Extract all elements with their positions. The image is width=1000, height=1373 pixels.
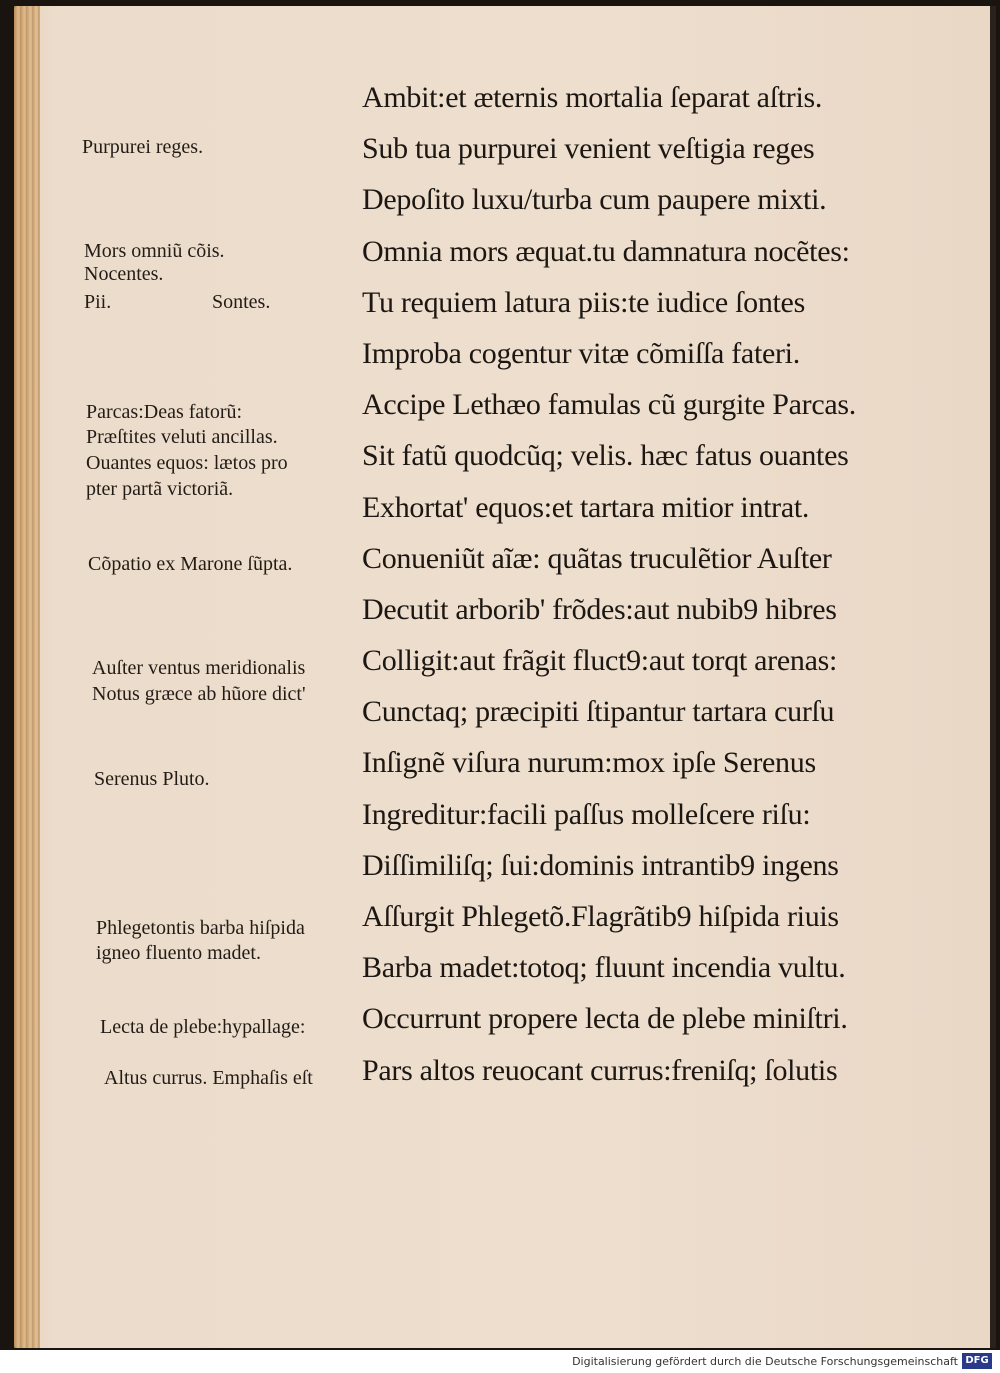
margin-gloss: pter partã victoriã.: [86, 478, 234, 500]
margin-gloss: Serenus Pluto.: [94, 768, 210, 790]
verse-line: Conueniũt aĩæ: quãtas truculẽtior Auſter: [362, 541, 832, 575]
margin-gloss: Notus græce ab hũore dict': [92, 683, 306, 705]
funding-credit: Digitalisierung gefördert durch die Deutsche Forschungsgemeinschaft: [572, 1355, 958, 1368]
dfg-logo: DFG: [962, 1353, 992, 1369]
verse-line: Cunctaq; præcipiti ſtipantur tartara curſu: [362, 695, 835, 729]
margin-gloss: Auſter ventus meridionalis: [92, 657, 306, 679]
verse-line: Omnia mors æquat.tu damnatura nocẽtes:: [362, 234, 850, 268]
page-right-edge: [990, 6, 996, 1348]
verse-line: Tu requiem latura piis:te iudice ſontes: [362, 285, 805, 319]
verse-line: Diſſimiliſq; ſui:dominis intrantib9 ingens: [362, 848, 839, 882]
margin-gloss: Cõpatio ex Marone ſũpta.: [88, 553, 293, 575]
footer: [0, 1350, 1000, 1373]
margin-gloss: Ouantes equos: lætos pro: [86, 452, 288, 474]
margin-gloss: Altus currus. Emphaſis eſt: [104, 1067, 313, 1089]
verse-line: Exhortat' equos:et tartara mitior intrat.: [362, 490, 810, 524]
verse-line: Occurrunt propere lecta de plebe miniſtri.: [362, 1002, 848, 1036]
verse-line: Aſſurgit Phlegetõ.Flagrãtib9 hiſpida riuis: [362, 900, 839, 933]
margin-gloss: Sontes.: [212, 291, 271, 313]
margin-gloss: Parcas:Deas fatorũ:: [86, 401, 243, 423]
verse-line: Inſignẽ viſura nurum:mox ipſe Serenus: [362, 746, 816, 780]
margin-gloss: igneo fluento madet.: [96, 942, 261, 964]
verse-line: Ingreditur:facili paſſus molleſcere riſu:: [362, 797, 811, 831]
margin-gloss: Nocentes.: [84, 263, 164, 285]
verse-line: Improba cogentur vitæ cõmiſſa fateri.: [362, 336, 800, 370]
margin-gloss: Mors omniũ cõis.: [84, 240, 225, 262]
verse-block: [362, 72, 922, 1096]
verse-line: Accipe Lethæo famulas cũ gurgite Parcas.: [362, 388, 856, 422]
margin-gloss: Pii.: [84, 291, 112, 313]
margin-gloss: Phlegetontis barba hiſpida: [96, 917, 305, 939]
margin-gloss: Lecta de plebe:hypallage:: [100, 1016, 306, 1038]
verse-line: Barba madet:totoq; fluunt incendia vultu.: [362, 951, 846, 985]
page-edge: [14, 6, 40, 1348]
verse-line: Depoſito luxu/turba cum paupere mixti.: [362, 183, 827, 217]
verse-line: Sit fatũ quodcũq; velis. hæc fatus ouantes: [362, 439, 849, 473]
margin-gloss: Præſtites veluti ancillas.: [86, 426, 278, 448]
verse-line: Colligit:aut frãgit fluct9:aut torqt arenas:: [362, 644, 838, 678]
margin-gloss: Purpurei reges.: [82, 136, 204, 158]
verse-line: Pars altos reuocant currus:freniſq; ſolutis: [362, 1053, 838, 1087]
verse-line: Ambit:et æternis mortalia ſeparat aſtris.: [362, 81, 823, 114]
verse-line: Decutit arborib' frõdes:aut nubib9 hibres: [362, 592, 837, 626]
verse-line: Sub tua purpurei venient veſtigia reges: [362, 132, 815, 166]
